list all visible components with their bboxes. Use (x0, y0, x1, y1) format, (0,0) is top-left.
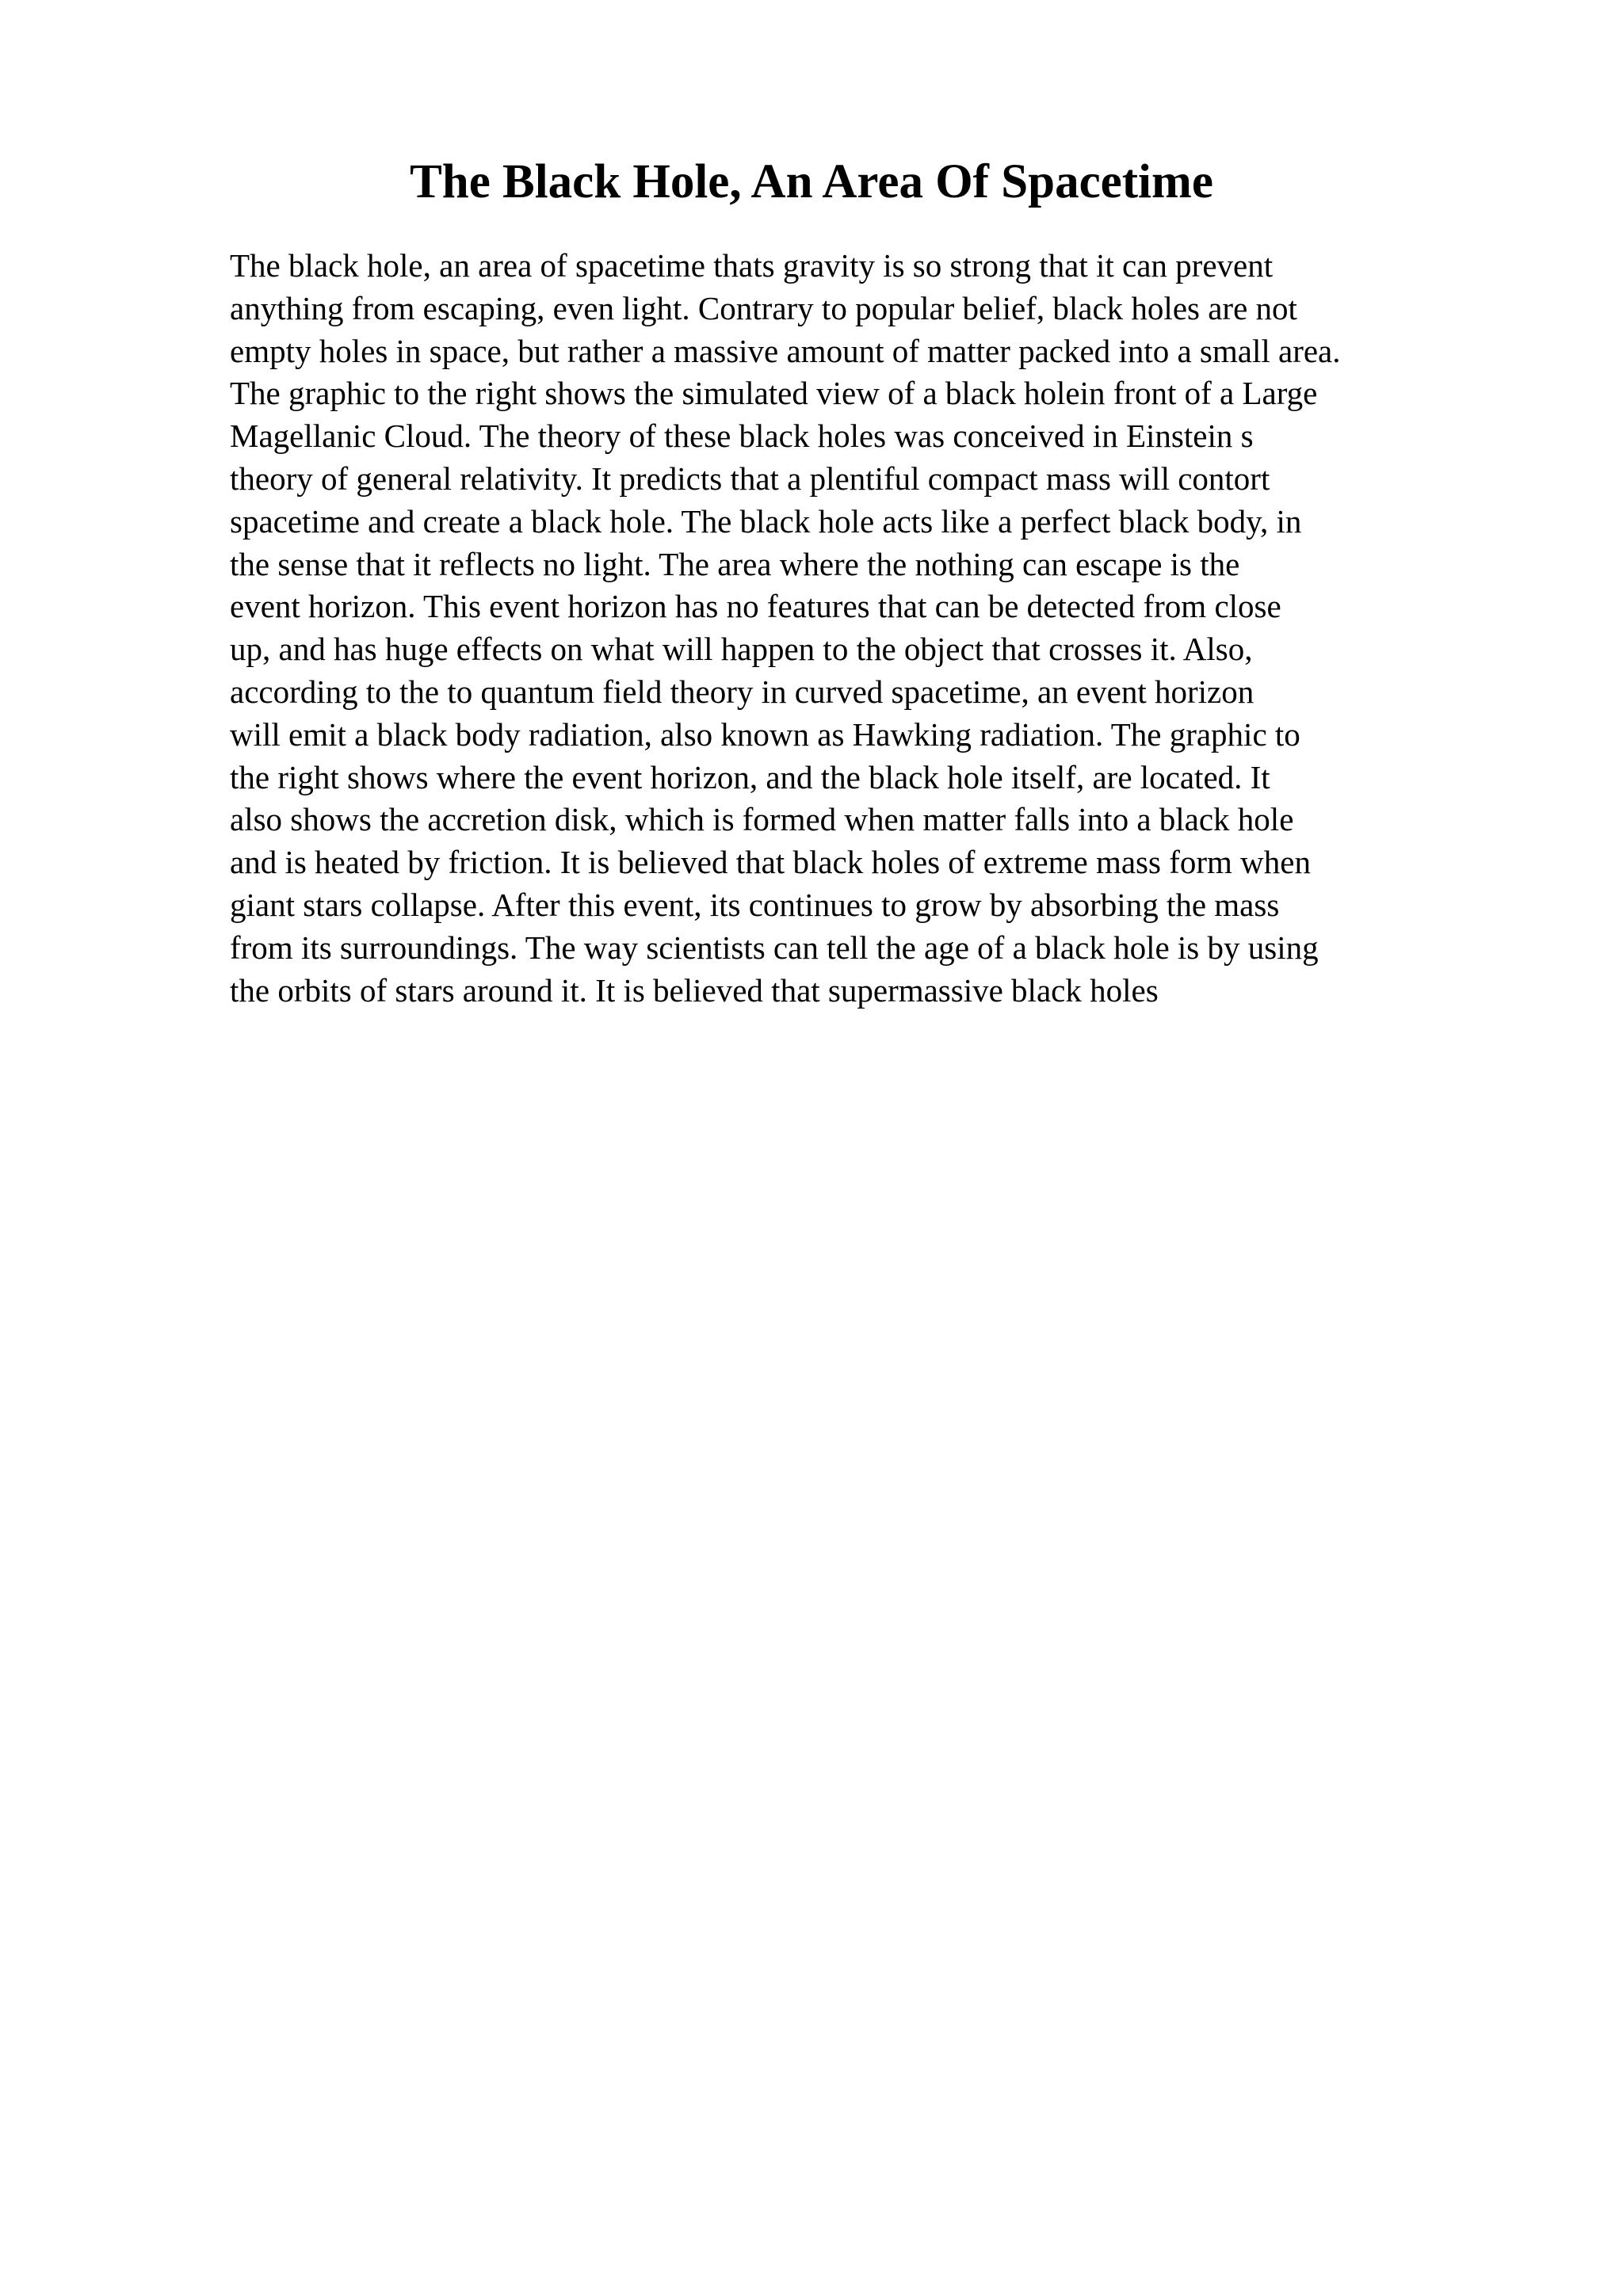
paragraph-line: the orbits of stars around it. It is believed that supermassive black holes (230, 971, 1159, 1009)
paragraph-line: will emit a black body radiation, also known as Hawking radiation. The graphic to (230, 715, 1300, 753)
paragraph-line: anything from escaping, even light. Contrary to popular belief, black holes are not (230, 289, 1297, 326)
paragraph-line: the right shows where the event horizon, and the black hole itself, are located. It (230, 758, 1270, 795)
paragraph-line: The graphic to the right shows the simulated view of a black holein front of a Large (230, 375, 1318, 412)
body-paragraph (230, 245, 1514, 1012)
paragraph-line: theory of general relativity. It predicts that a plentiful compact mass will contort (230, 460, 1270, 497)
paragraph-line: the sense that it reflects no light. The area where the nothing can escape is the (230, 545, 1240, 582)
document-title: The Black Hole, An Area Of Spacetime (410, 155, 1213, 208)
paragraph-line: empty holes in space, but rather a massive amount of matter packed into a small area. (230, 332, 1341, 369)
paragraph-line: spacetime and create a black hole. The black hole acts like a perfect black body, in (230, 502, 1302, 540)
paragraph-line: also shows the accretion disk, which is formed when matter falls into a black hole (230, 801, 1294, 838)
paragraph-line: event horizon. This event horizon has no features that can be detected from close (230, 588, 1281, 625)
paragraph-line: up, and has huge effects on what will happen to the object that crosses it. Also, (230, 631, 1253, 668)
paragraph-line: according to the to quantum field theory in curved spacetime, an event horizon (230, 673, 1254, 710)
paragraph-line: Magellanic Cloud. The theory of these black holes was conceived in Einstein s (230, 418, 1254, 455)
paragraph-line: The black hole, an area of spacetime thats gravity is so strong that it can prevent (230, 247, 1274, 284)
paragraph-line: giant stars collapse. After this event, its continues to grow by absorbing the mass (230, 886, 1280, 923)
paragraph-line: from its surroundings. The way scientists can tell the age of a black hole is by using (230, 929, 1319, 966)
paragraph-line: and is heated by friction. It is believed that black holes of extreme mass form when (230, 844, 1311, 881)
